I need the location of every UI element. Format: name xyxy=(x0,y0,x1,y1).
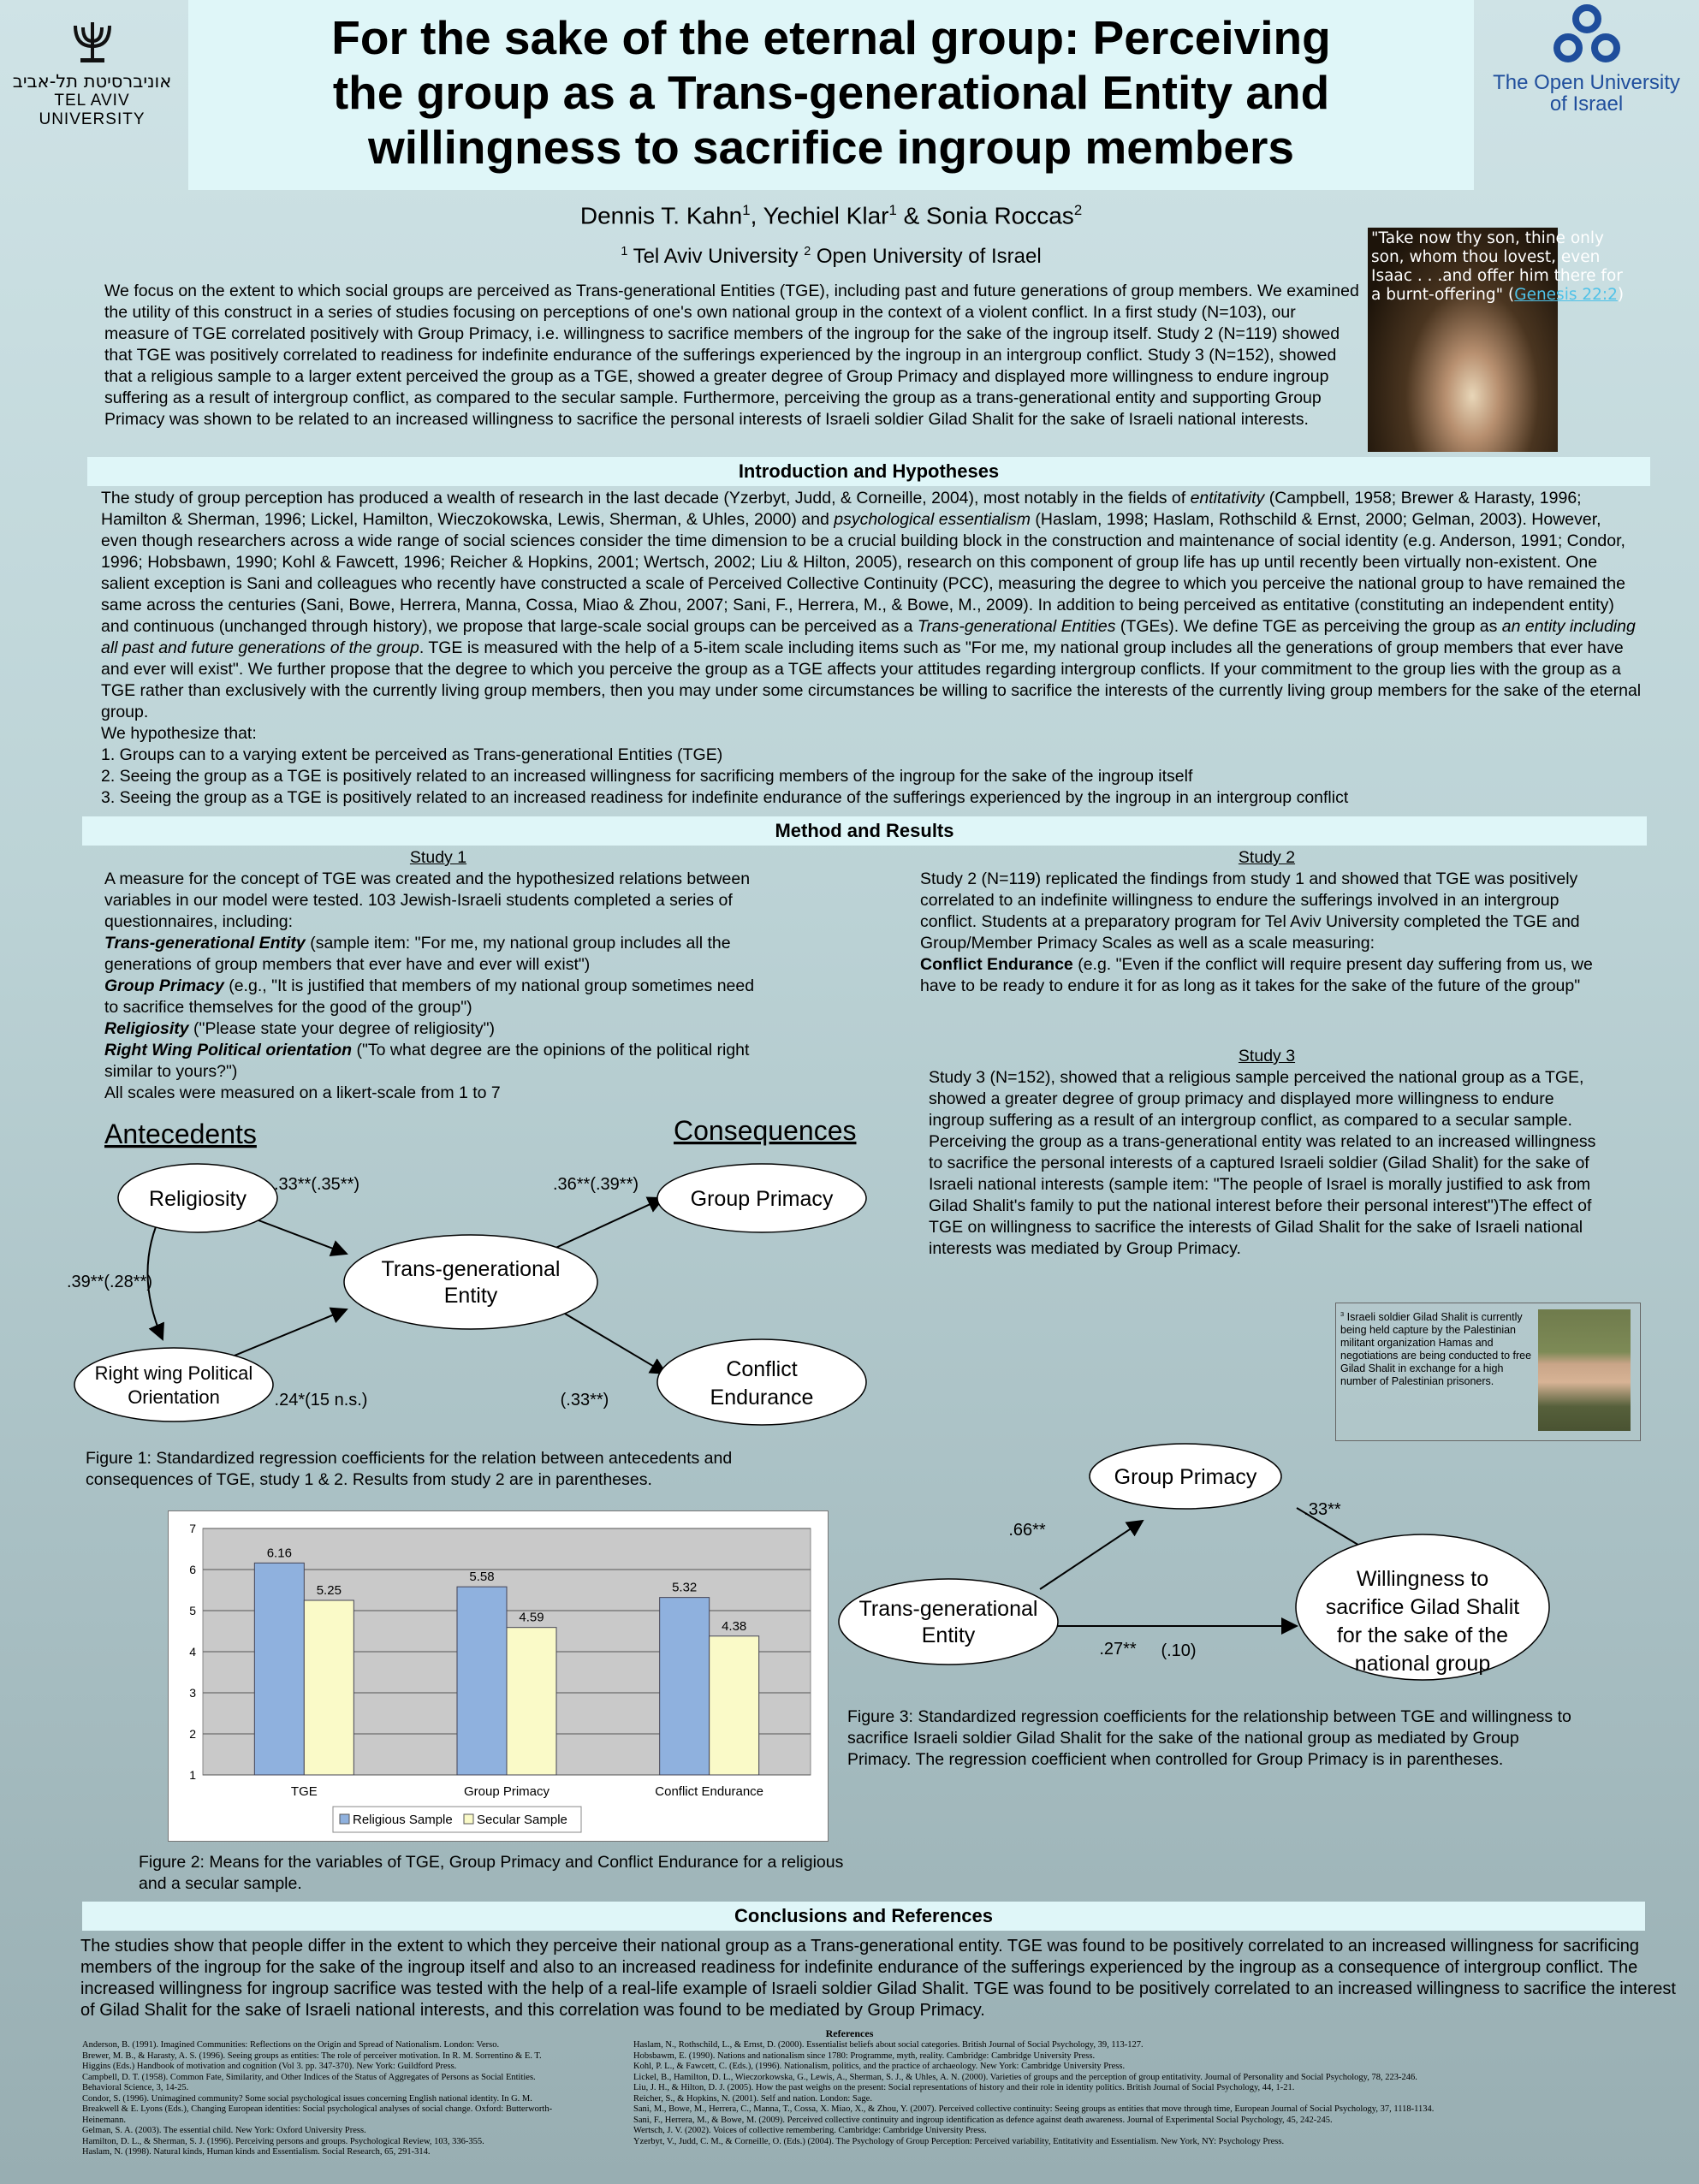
reference-item: Haslam, N., Rothschild, L., & Ernst, D. (2000). Essentialist beliefs about social categories. British Journal of Social Psychology, 39, 113-127. xyxy=(633,2040,1144,2050)
chart-value-label: 5.58 xyxy=(469,1570,495,1585)
fig1-coef-tge-gp: .36**(.39**) xyxy=(552,1175,639,1194)
fig1-coef-rel-tge: .33**(.35**) xyxy=(273,1175,360,1194)
fig1-antecedents-label: Antecedents xyxy=(104,1119,257,1149)
fig1-rightwing-label-1: Right wing Political xyxy=(94,1362,253,1384)
fig3-w-label-3: for the sake of the xyxy=(1336,1623,1509,1647)
chart-bar-0-2 xyxy=(660,1598,710,1775)
fig3-tge-label-1: Trans-generational xyxy=(858,1597,1038,1621)
reference-item: Wertsch, J. V. (2002). Voices of collective remembering. Cambridge: Cambridge University Press. xyxy=(633,2126,987,2135)
chart-bar-1-2 xyxy=(710,1636,759,1775)
measure-text: ("Please state your degree of religiosity") xyxy=(188,1019,496,1038)
fig3-node-tge xyxy=(839,1579,1058,1665)
reference-item: Yzerbyt, V., Judd, C. M., & Corneille, O. (Eds.) (2004). The Psychology of Group Perception: Perceived variability, Entitativity and Essentialism. New York, NY: Psychology Press. xyxy=(633,2136,1285,2146)
fig3-arrow-tge-gp xyxy=(1040,1521,1143,1589)
chart-bar-1-0 xyxy=(304,1600,353,1775)
study1-intro: A measure for the concept of TGE was created and the hypothesized relations between variables in our model were tested. 103 Jewish-Israeli students completed a series of questionnaires, including: xyxy=(104,869,751,931)
chart-ytick-label: 7 xyxy=(189,1522,196,1535)
figure2-caption: Figure 2: Means for the variables of TGE, Group Primacy and Conflict Endurance for a religious and a secular sample. xyxy=(139,1853,844,1893)
chart-bar-0-0 xyxy=(254,1563,304,1775)
open-university-name-line1: The Open University xyxy=(1493,71,1680,94)
shalit-note-marker: 3 xyxy=(1340,1310,1345,1318)
measure-label: Group Primacy xyxy=(104,976,224,995)
chart-category-label: Conflict Endurance xyxy=(655,1784,764,1799)
reference-item: Brewer, M. B., & Harasty, A. S. (1996). Seeing groups as entities: The role of perceiver motivation. In R. M. Sorrentino & E. T. Higgins (Eds.) Handbook of motivation and cognition (Vol 3. pp. 347-370). New York: Guildford Press. xyxy=(82,2050,542,2071)
chart-ytick-label: 5 xyxy=(189,1604,196,1617)
genesis-quote xyxy=(1371,229,1628,305)
study1-measure-gp xyxy=(104,976,772,1018)
open-university-name-line2: of Israel xyxy=(1549,92,1624,116)
fig1-consequences-label: Consequences xyxy=(674,1115,857,1146)
figure1-path-diagram xyxy=(51,1104,882,1438)
affiliation-1: Tel Aviv University xyxy=(627,245,805,268)
reference-item: Kohl, P. L., & Fawcett, C. (Eds.), (1996). Nationalism, politics, and the practice of archaeology. New York: Cambridge University Press. xyxy=(633,2062,1126,2071)
figure3-caption: Figure 3: Standardized regression coefficients for the relationship between TGE and willingness to sacrifice Israeli soldier Gilad Shalit for the sake of the national group as mediated by Group Primacy. The regression coefficient when controlled for Group Primacy is in parentheses. xyxy=(847,1707,1571,1769)
affiliations xyxy=(188,245,1474,269)
intro-p3: (Haslam, 1998; Haslam, Rothschild & Ernst, 2000; Gelman, 2003). However, even though researchers across a wide range of social sciences consider the time dimension to be a crucial building block in the construction and maintenance of social identity (e.g. Anderson, 1991; Condor, 1996; Hobsbawn, 1990; Kohl & Fawcett, 1996; Reicher & Hopkins, 2001; Wertsch, 2002; Liu & Hilton, 2005), research on this component of group life has up until recently been virtually non-existent. One salient exception is Sani and colleagues who recently have constructed a scale of Perceived Collective Continuity (PCC), measuring the degree to which you perceive the national group to have remained the same across the centuries (Sani, Bowe, Herrera, Manna, Cossa, Miao & Zhou, 2007; Sani, F., Herrera, M., & Bowe, M., 2009). In addition to being perceived as entitative (constituting an independent entity) and continuous (unchanged through history), we propose that large-scale social groups can be perceived as a xyxy=(101,510,1625,636)
chart-value-label: 5.25 xyxy=(316,1583,342,1598)
conclusions-heading: Conclusions and References xyxy=(82,1902,1645,1931)
fig1-coef-rel-rw: .39**(.28**) xyxy=(66,1273,153,1291)
intro-heading: Introduction and Hypotheses xyxy=(87,457,1650,486)
intro-text xyxy=(101,488,1642,809)
chart-category-label: TGE xyxy=(290,1784,318,1799)
author-1-affil: 1 xyxy=(742,202,751,218)
fig1-coef-rw-tge: .24*(15 n.s.) xyxy=(274,1391,368,1410)
title-line-1: For the sake of the eternal group: Perceiving xyxy=(331,11,1331,64)
measure-label: Religiosity xyxy=(104,1019,189,1038)
reference-item: Lickel, B., Hamilton, D. L., Wieczorkowska, G., Lewis, A., Sherman, S. J., & Uhles, A. N. (2000). Varieties of groups and the perception of group entitativity. Journal of Personality and Social Psychology, 78, 223-246. xyxy=(633,2072,1417,2082)
chart-value-label: 5.32 xyxy=(672,1580,698,1595)
fig1-node-tge xyxy=(344,1235,597,1329)
fig3-coef-tge-gp: .66** xyxy=(1008,1521,1046,1540)
gilad-shalit-photo xyxy=(1538,1309,1631,1431)
intro-p5: . TGE is measured with the help of a 5-item scale including items such as "For me, my national group includes all the generations of group members that ever have and ever will exist". We further propose that the degree to which you perceive the group as a TGE affects your attitudes regarding intergroup conflicts. If your commitment to the group lies with the group as a TGE rather than exclusively with the currently living group members, then you may under some circumstances be willing to sacrifice the interests of the currently living group members for the sake of the eternal group. xyxy=(101,638,1642,721)
fig1-arrow-tge-gp xyxy=(552,1198,663,1249)
quote-link[interactable]: Genesis 22:2 xyxy=(1514,286,1618,304)
chart-ytick-label: 6 xyxy=(189,1563,196,1576)
reference-item: Hamilton, D. L., & Sherman, S. J. (1996). Perceiving persons and groups. Psychological Review, 103, 336-355. xyxy=(82,2136,484,2146)
measure-text: (e.g. "Even if the conflict will require present day suffering from us, we have to be ready to endure it for as long as it takes for the sake of the future of the group" xyxy=(920,955,1593,995)
measure-text: ("To what degree are the opinions of the political right similar to yours?") xyxy=(104,1041,750,1081)
measure-text: (sample item: "For me, my national group includes all the generations of group members that ever have and ever will exist") xyxy=(104,934,731,974)
chart-ytick-label: 2 xyxy=(189,1727,196,1741)
figure2-bar-chart xyxy=(169,1511,828,1841)
reference-item: Anderson, B. (1991). Imagined Communities: Reflections on the Origin and Spread of Nationalism. London: Verso. xyxy=(82,2040,500,2050)
author-2: , Yechiel Klar xyxy=(750,202,889,229)
author-3-affil: 2 xyxy=(1073,202,1083,218)
chart-value-label: 6.16 xyxy=(266,1546,292,1561)
quote-text: "Take now thy son, thine only son, whom thou lovest, even Isaac . . .and offer him there for a burnt-offering" ( xyxy=(1371,229,1623,304)
author-2-affil: 1 xyxy=(888,202,897,218)
hypothesis-2: 2. Seeing the group as a TGE is positively related to an increased willingness for sacrificing members of the ingroup for the sake of the ingroup itself xyxy=(101,767,1193,786)
measure-label: Conflict Endurance xyxy=(920,955,1073,974)
intro-p2: (Campbell, 1958; Brewer & Harasty, 1996; Hamilton & Sherman, 1996; Lickel, Hamilton, Wieczokowska, Lewis, Sherman, & Uhles, 2000) and xyxy=(101,489,1582,529)
intro-p1: The study of group perception has produced a wealth of research in the last decade (Yzerbyt, Judd, & Corneille, 2004), most notably in the fields of xyxy=(101,489,1191,507)
fig3-w-label-2: sacrifice Gilad Shalit xyxy=(1325,1595,1520,1619)
reference-item: Hobsbawm, E. (1990). Nations and nationalism since 1780: Programme, myth, reality. Cambridge: Cambridge University Press. xyxy=(633,2050,1096,2061)
fig1-tge-label-2: Entity xyxy=(443,1284,498,1308)
reference-item: Sani, M., Bowe, M., Herrera, C., Manna, T., Cossa, X. Miao, X., & Zhou, Y. (2007). Perceived collective continuity: Seeing groups as entities that move through time, European Journal of Social Psychology, 37, 1118-1134. xyxy=(633,2104,1435,2114)
fig1-tge-label-1: Trans-generational xyxy=(381,1257,561,1281)
fig1-ce-label-1: Conflict xyxy=(726,1357,798,1381)
figure3-mediation-diagram xyxy=(813,1439,1601,1696)
open-university-emblem-icon xyxy=(1551,3,1623,68)
chart-bar-1-1 xyxy=(507,1628,556,1775)
references-right-column xyxy=(633,2040,1660,2147)
study3-title: Study 3 xyxy=(1238,1047,1296,1065)
affil-1-marker: 1 xyxy=(621,245,628,258)
reference-item: Sani, F., Herrera, M., & Bowe, M. (2009). Perceived collective continuity and ingroup identification as defence against death awareness. Journal of Experimental Social Psychology, 45, 242-245. xyxy=(633,2115,1333,2125)
chart-ytick-label: 1 xyxy=(189,1768,196,1782)
affiliation-2: Open University of Israel xyxy=(811,245,1042,268)
chart-bar-0-1 xyxy=(457,1587,507,1775)
reference-item: Reicher, S., & Hopkins, N. (2001). Self and nation. London: Sage. xyxy=(633,2093,872,2104)
fig3-coef-gp-w: .33** xyxy=(1304,1500,1341,1519)
chart-ytick-label: 3 xyxy=(189,1686,196,1700)
chart-value-label: 4.59 xyxy=(519,1610,544,1625)
fig3-tge-label-2: Entity xyxy=(921,1623,976,1647)
measure-label: Right Wing Political orientation xyxy=(104,1041,353,1059)
reference-item: Gelman, S. A. (2003). The essential child. New York: Oxford University Press. xyxy=(82,2126,366,2135)
study1-measure-rightwing xyxy=(104,1040,772,1083)
open-university-logo xyxy=(1474,0,1699,128)
study1-title: Study 1 xyxy=(409,848,467,867)
fig1-node-ce xyxy=(657,1339,866,1425)
fig1-gp-label: Group Primacy xyxy=(690,1187,834,1211)
study1-section xyxy=(104,847,772,1104)
abstract: We focus on the extent to which social groups are perceived as Trans-generational Entities (TGE), including past and future generations of group members. We examined the utility of this construct in a series of studies focusing on perceptions of one's own national group in the context of a violent conflict. In a first study (N=103), our measure of TGE correlated positively with Group Primacy, i.e. willingness to sacrifice members of the ingroup for the sake of the ingroup itself. Study 2 (N=119) showed that TGE was positively correlated to readiness for indefinite endurance of the sufferings experienced by the ingroup in an intergroup conflict. Study 3 (N=152), showed that a religious sample to a larger extent perceived the group as a TGE, showed a greater degree of Group Primacy and displayed more willingness to endure ingroup suffering as a result of intergroup conflict, as compared to the secular sample. Furthermore, perceiving the group as a trans-generational entity and supporting Group Primacy was shown to be related to an increased willingness to sacrifice the personal interests of Israeli soldier Gilad Shalit for the sake of Israeli national interests. xyxy=(104,282,1359,429)
tel-aviv-university-logo xyxy=(0,17,184,128)
intro-tge-definition: an entity including all past and future generations of the group xyxy=(101,617,1636,657)
author-3: & Sonia Roccas xyxy=(896,202,1074,229)
intro-essentialism: psychological essentialism xyxy=(834,510,1031,529)
measure-label: Trans-generational Entity xyxy=(104,934,306,953)
figure2-chart-frame xyxy=(168,1510,829,1842)
chart-ytick-label: 4 xyxy=(189,1645,196,1659)
reference-item: Haslam, N. (1998). Natural kinds, Human kinds and Essentialism. Social Research, 65, 291-314. xyxy=(82,2147,431,2157)
quote-close: ) xyxy=(1617,286,1625,304)
legend-swatch-secular xyxy=(464,1814,473,1824)
affil-2-marker: 2 xyxy=(804,245,811,258)
study2-section xyxy=(920,847,1613,997)
logo-hebrew-text: אוניברסיטת תל-אביב xyxy=(12,71,172,92)
study2-text: Study 2 (N=119) replicated the findings from study 1 and showed that TGE was positively correlated to an indefinite willingness to endure the sufferings involved in an intergroup conflict. Students at a preparatory program for Tel Aviv University completed the TGE and Group/Member Primacy Scales as well as a scale measuring: xyxy=(920,869,1580,953)
study2-measure-ce xyxy=(920,954,1613,997)
method-heading: Method and Results xyxy=(82,816,1647,846)
legend-label-secular: Secular Sample xyxy=(477,1813,567,1827)
figure1-caption: Figure 1: Standardized regression coefficients for the relation between antecedents and consequences of TGE, study 1 & 2. Results from study 2 are in parentheses. xyxy=(86,1449,733,1489)
poster-title xyxy=(188,10,1474,175)
fig1-node-rightwing xyxy=(74,1348,273,1421)
chart-category-label: Group Primacy xyxy=(463,1784,550,1799)
fig3-w-label-1: Willingness to xyxy=(1356,1567,1489,1591)
reference-item: Condor, S. (1996). Unimagined community? Some social psychological issues concerning English national identity. In G. M. Breakwell & E. Lyons (Eds.), Changing European identities: Social psychological analyses of social change. Oxford: Butterworth-Heinemann. xyxy=(82,2093,553,2125)
intro-entitativity: entitativity xyxy=(1190,489,1265,507)
title-line-2: the group as a Trans-generational Entity and xyxy=(332,66,1330,119)
study1-measure-tge xyxy=(104,933,772,976)
chart-value-label: 4.38 xyxy=(722,1618,747,1634)
author-1: Dennis T. Kahn xyxy=(579,202,743,229)
legend-swatch-religious xyxy=(340,1814,349,1824)
shalit-note-text: Israeli soldier Gilad Shalit is currently being held capture by the Palestinian militant organization Hamas and negotiations are being conducted to free Gilad Shalit in exchange for a high number of Palestinian prisoners. xyxy=(1340,1311,1532,1388)
fig3-coef-tge-w-ctrl: (.10) xyxy=(1161,1641,1197,1660)
study2-title: Study 2 xyxy=(1238,848,1296,867)
fig1-rightwing-label-2: Orientation xyxy=(128,1386,220,1408)
intro-tge-term: Trans-generational Entities xyxy=(917,617,1116,636)
conclusions-text: The studies show that people differ in the extent to which they perceive their national group as a Trans-generational entity. TGE was found to be positively correlated to an increased willingness for sacrificing members of the ingroup for the sake of the ingroup itself and also to an increased readiness for indefinite endurance of the sufferings experienced by the ingroup as a consequence of intergroup conflict. The increased willingness for ingroup sacrifice was tested with the help of a real-life example of Israeli soldier Gilad Shalit. TGE was found to be positively correlated to an increased willingness to sacrifice the interest of Gilad Shalit for the sake of Israeli national interests, and this correlation was found to be mediated by Group Primacy. xyxy=(80,1937,1676,2020)
fig3-coef-tge-w: .27** xyxy=(1099,1640,1137,1659)
fig3-w-label-4: national group xyxy=(1354,1652,1491,1676)
intro-p4: (TGEs). We define TGE as perceiving the group as xyxy=(1115,617,1502,636)
hypothesis-3: 3. Seeing the group as a TGE is positively related to an increased readiness for indefinite endurance of the sufferings experienced by the ingroup in an intergroup conflict xyxy=(101,788,1349,807)
measure-text: (e.g., "It is justified that members of my national group sometimes need to sacrifice themselves for the good of the group") xyxy=(104,976,755,1017)
fig3-gp-label: Group Primacy xyxy=(1114,1465,1257,1489)
references-left-column xyxy=(82,2040,561,2158)
legend-label-religious: Religious Sample xyxy=(353,1813,453,1827)
fig1-coef-tge-ce: (.33**) xyxy=(560,1391,609,1410)
title-line-3: willingness to sacrifice ingroup members xyxy=(368,121,1294,174)
fig1-ce-label-2: Endurance xyxy=(710,1386,814,1410)
fig1-arrow-tge-ce xyxy=(565,1314,666,1374)
hypotheses-intro: We hypothesize that: xyxy=(101,724,257,743)
study1-scales: All scales were measured on a likert-scale from 1 to 7 xyxy=(104,1083,501,1102)
menorah-icon xyxy=(67,17,118,65)
reference-item: Campbell, D. T. (1958). Common Fate, Similarity, and Other Indices of the Status of Aggregates of Persons as Social Entities. Behavioral Science, 3, 14-25. xyxy=(82,2072,536,2092)
study3-section xyxy=(929,1046,1605,1260)
fig1-religiosity-label: Religiosity xyxy=(149,1187,247,1211)
shalit-note xyxy=(1340,1308,1536,1388)
reference-item: Liu, J. H., & Hilton, D. J. (2005). How the past weighs on the present: Social representations of history and their role in identity politics. British Journal of Social Psychology, 44, 1-21. xyxy=(633,2083,1295,2092)
study3-text: Study 3 (N=152), showed that a religious sample perceived the national group as a TGE, showed a greater degree of group primacy and displayed more willingness to endure ingroup suffering as a result of an intergroup conflict, as compared to a secular sample. Perceiving the group as a trans-generational entity was related to an increased willingness to sacrifice the personal interests of a captured Israeli soldier (Gilad Shalit) for the sake of Israeli national interests (sample item: "The people of Israel is morally justified to ask from Gilad Shalit's family to put the national interest before their personal interest")The effect of TGE on willingness to sacrifice the interests of Gilad Shalit for the sake of Israeli national interests was mediated by Group Primacy. xyxy=(929,1068,1596,1258)
study1-measure-religiosity xyxy=(104,1018,772,1040)
references-heading: References xyxy=(825,2027,874,2039)
logo-english-text: TEL AVIV UNIVERSITY xyxy=(39,92,146,128)
authors xyxy=(188,202,1474,229)
hypothesis-1: 1. Groups can to a varying extent be perceived as Trans-generational Entities (TGE) xyxy=(101,745,723,764)
